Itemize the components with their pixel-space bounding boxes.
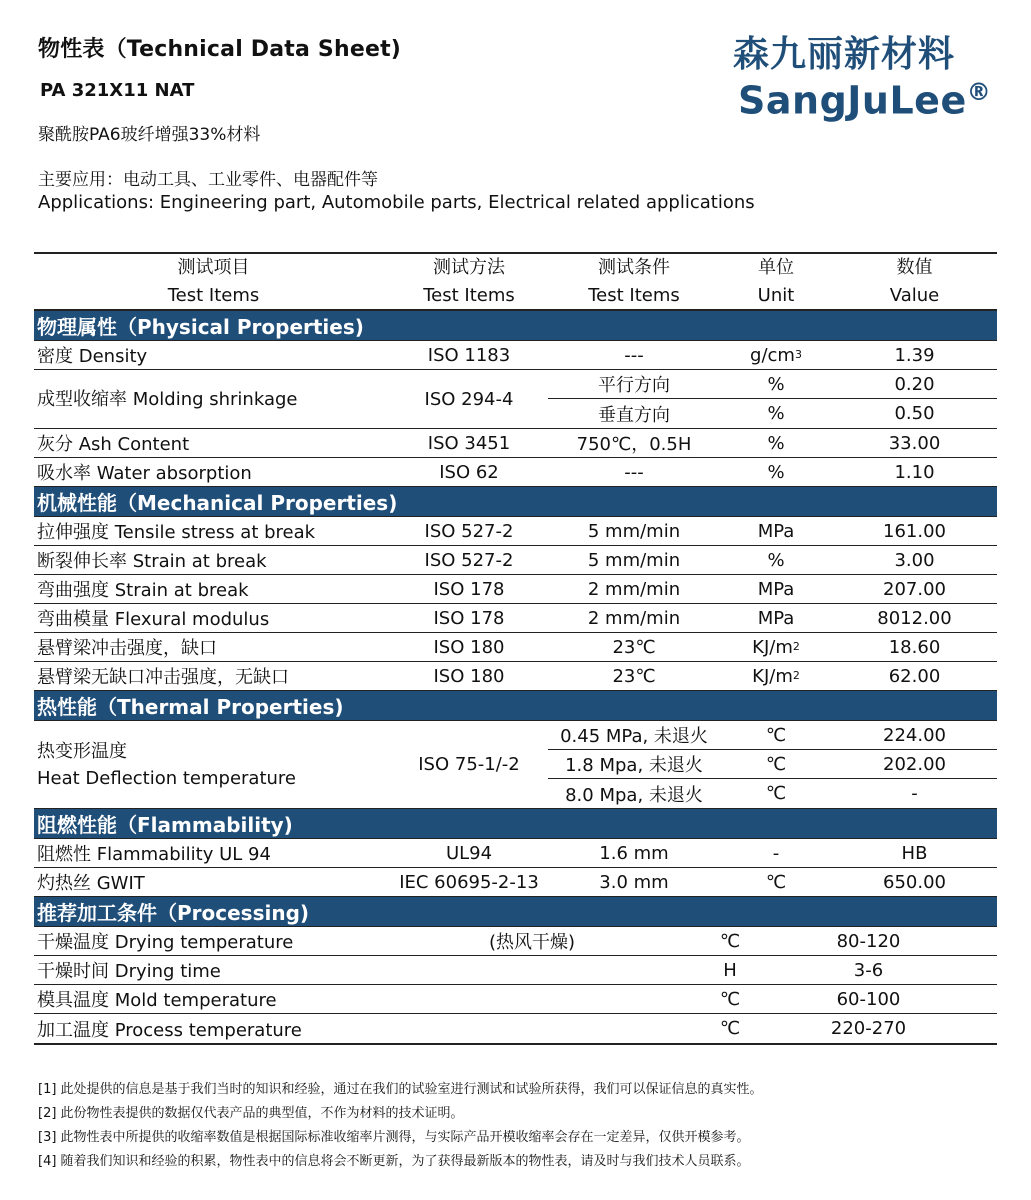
cell-value: 202.00 — [883, 753, 946, 775]
cell-unit: g/cm 3 — [750, 344, 802, 366]
cell-value: - — [911, 783, 918, 804]
table-row — [34, 604, 997, 633]
sub-row — [548, 721, 997, 750]
table-row — [34, 985, 997, 1014]
cell-value: 80-120 — [836, 930, 901, 952]
cell-unit: ℃ — [719, 988, 741, 1010]
cell-method: ISO 294-4 — [424, 388, 514, 410]
cell-condition: 750℃，0.5H — [576, 434, 692, 455]
section-flammability: 阻燃性能（Flammability) — [34, 809, 997, 839]
header-cn: 单位 — [758, 256, 794, 278]
company-logo-en — [738, 78, 991, 123]
cell-unit: % — [767, 432, 785, 454]
cell-item: 灼热丝 GWIT — [37, 873, 145, 894]
table-row-group — [34, 370, 997, 429]
cell-item — [34, 721, 390, 808]
table-row — [34, 429, 997, 458]
cell-method: ISO 1183 — [427, 344, 511, 366]
cell-condition: --- — [624, 461, 644, 483]
cell-condition: 23℃ — [612, 636, 656, 658]
product-description: 聚酰胺PA6玻纤增强33%材料 — [38, 125, 261, 145]
cell-unit: % — [767, 403, 785, 424]
header-col-unit — [720, 254, 832, 309]
header-col-condition — [548, 254, 720, 309]
company-logo-cn: 森九丽新材料 — [733, 34, 956, 75]
unit-base: g/cm — [750, 344, 795, 366]
cell-item: 干燥时间 Drying time — [37, 961, 221, 982]
cell-item: 拉伸强度 Tensile stress at break — [37, 522, 316, 543]
table-row — [34, 341, 997, 370]
header-cn: 数值 — [896, 256, 933, 278]
header-en: Test Items — [588, 284, 680, 306]
header-en: Unit — [757, 284, 795, 306]
applications-cn: 主要应用：电动工具、工业零件、电器配件等 — [38, 170, 378, 190]
footnote: [4] 随着我们知识和经验的积累，物性表中的信息将会不断更新，为了获得最新版本的物性表，请及时与我们技术人员联系。 — [38, 1154, 750, 1169]
cell-value: 1.39 — [894, 344, 935, 366]
cell-item: 密度 Density — [37, 346, 148, 367]
cell-method: ISO 3451 — [427, 432, 511, 454]
cell-condition: 2 mm/min — [587, 607, 681, 629]
sub-row — [548, 399, 997, 428]
unit-base: KJ/m — [752, 665, 793, 687]
footnote: [3] 此物性表中所提供的收缩率数值是根据国际标准收缩率片测得，与实际产品开模收缩率会存在一定差异，仅供开模参考。 — [38, 1130, 750, 1145]
cell-unit: MPa — [757, 578, 795, 600]
cell-method: ISO 178 — [433, 578, 505, 600]
cell-method: ISO 178 — [433, 607, 505, 629]
cell-unit: - — [772, 842, 780, 864]
cell-condition: 3.0 mm — [599, 871, 669, 893]
cell-method: UL94 — [445, 842, 493, 864]
cell-method: ISO 180 — [433, 636, 505, 658]
table-row — [34, 662, 997, 691]
cell-item: 干燥温度 Drying temperature — [37, 932, 294, 953]
cell-condition — [390, 985, 674, 1013]
cell-item: 灰分 Ash Content — [37, 434, 190, 455]
cell-value: 3.00 — [894, 549, 935, 571]
cell-unit: H — [723, 959, 737, 981]
cell-unit: % — [767, 461, 785, 483]
table-row — [34, 633, 997, 662]
cell-condition: 2 mm/min — [587, 578, 681, 600]
applications-en: Applications: Engineering part, Automobile parts, Electrical related applications — [38, 192, 755, 213]
sub-rows — [548, 721, 997, 808]
cell-unit: KJ/m 2 — [752, 636, 800, 658]
table-row — [34, 575, 997, 604]
cell-condition: 5 mm/min — [587, 549, 681, 571]
table-row — [34, 517, 997, 546]
cell-method: ISO 75-1/-2 — [418, 754, 520, 775]
section-physical: 物理属性（Physical Properties) — [34, 311, 997, 341]
cell-condition: --- — [624, 344, 644, 366]
footnote: [2] 此份物性表提供的数据仅代表产品的典型值，不作为材料的技术证明。 — [38, 1106, 464, 1121]
cell-condition: 平行方向 — [598, 375, 670, 396]
table-row — [34, 458, 997, 487]
cell-unit: ℃ — [765, 753, 787, 775]
cell-condition — [390, 956, 674, 984]
cell-method: ISO 527-2 — [424, 549, 514, 571]
table-row-group — [34, 721, 997, 809]
cell-condition: 23℃ — [612, 665, 656, 687]
properties-table — [34, 252, 997, 1045]
sub-row — [548, 750, 997, 779]
cell-condition: 1.8 Mpa, 未退火 — [565, 755, 703, 776]
cell-method: IEC 60695-2-13 — [399, 871, 539, 893]
table-row — [34, 868, 997, 897]
document-title: 物性表（Technical Data Sheet) — [38, 37, 402, 62]
item-en: Heat Deflection temperature — [37, 767, 297, 789]
table-row — [34, 1014, 997, 1043]
sub-row — [548, 370, 997, 399]
cell-item: 悬臂梁无缺口冲击强度，无缺口 — [37, 667, 289, 688]
cell-value: 220-270 — [830, 1018, 907, 1039]
cell-unit: ℃ — [765, 871, 787, 893]
header-col-items — [34, 254, 390, 309]
cell-item: 加工温度 Process temperature — [37, 1019, 302, 1041]
header-en: Test Items — [167, 284, 260, 306]
unit-base: KJ/m — [752, 636, 793, 658]
footnotes — [38, 1078, 763, 1174]
cell-unit: ℃ — [719, 1018, 741, 1039]
cell-value: 0.20 — [894, 373, 935, 395]
cell-condition: 1.6 mm — [599, 842, 669, 864]
cell-method: ISO 180 — [433, 665, 505, 687]
cell-item: 悬臂梁冲击强度，缺口 — [37, 638, 217, 659]
cell-value: 650.00 — [883, 871, 946, 893]
cell-item: 吸水率 Water absorption — [37, 463, 252, 484]
header-col-method — [390, 254, 548, 309]
cell-unit: KJ/m 2 — [752, 665, 800, 687]
cell-value: 8012.00 — [877, 607, 952, 629]
cell-item: 模具温度 Mold temperature — [37, 990, 277, 1011]
item-cn: 热变形温度 — [37, 740, 127, 762]
table-row — [34, 956, 997, 985]
header-cn: 测试条件 — [598, 256, 670, 278]
cell-condition: 5 mm/min — [587, 520, 681, 542]
cell-unit: ℃ — [719, 930, 741, 952]
cell-value: 161.00 — [883, 520, 946, 542]
section-mechanical: 机械性能（Mechanical Properties) — [34, 487, 997, 517]
sub-rows — [548, 370, 997, 428]
cell-condition: (热风干燥) — [488, 932, 576, 953]
cell-value: 62.00 — [888, 665, 941, 687]
header-col-value — [832, 254, 997, 309]
cell-value: 33.00 — [888, 432, 941, 454]
cell-value: HB — [901, 842, 928, 864]
table-row — [34, 927, 997, 956]
cell-item: 阻燃性 Flammability UL 94 — [37, 844, 271, 865]
cell-unit: MPa — [757, 607, 795, 629]
table-row — [34, 839, 997, 868]
cell-condition: 垂直方向 — [598, 404, 670, 426]
cell-item: 断裂伸长率 Strain at break — [37, 551, 267, 572]
cell-value: 60-100 — [836, 988, 901, 1010]
cell-unit: % — [767, 373, 785, 395]
cell-value: 1.10 — [894, 461, 935, 483]
cell-value: 207.00 — [883, 578, 946, 600]
sub-row — [548, 779, 997, 808]
cell-unit: ℃ — [765, 783, 787, 804]
cell-unit: % — [767, 549, 785, 571]
registered-mark: ® — [966, 78, 992, 106]
cell-item: 弯曲模量 Flexural modulus — [37, 609, 270, 630]
cell-item: 弯曲强度 Strain at break — [37, 580, 249, 601]
cell-unit: MPa — [757, 520, 795, 542]
cell-unit: ℃ — [765, 724, 787, 746]
cell-condition: 8.0 Mpa, 未退火 — [565, 784, 703, 806]
table-header — [34, 254, 997, 311]
cell-value: 224.00 — [883, 724, 946, 746]
section-thermal: 热性能（Thermal Properties) — [34, 691, 997, 721]
cell-method: ISO 62 — [439, 461, 499, 483]
section-processing: 推荐加工条件（Processing) — [34, 897, 997, 927]
product-grade: PA 321X11 NAT — [40, 80, 195, 101]
cell-condition: 0.45 MPa, 未退火 — [560, 726, 708, 747]
cell-value: 0.50 — [894, 403, 935, 424]
header-cn: 测试项目 — [177, 256, 250, 278]
table-row — [34, 546, 997, 575]
logo-en-text: SangJuLee — [738, 78, 967, 123]
cell-method: ISO 527-2 — [424, 520, 514, 542]
header-en: Test Items — [423, 284, 515, 306]
cell-value: 18.60 — [888, 636, 941, 658]
header-cn: 测试方法 — [433, 256, 505, 278]
cell-condition — [390, 1014, 674, 1043]
cell-value: 3-6 — [853, 959, 884, 981]
header-en: Value — [889, 284, 940, 306]
cell-item: 成型收缩率 Molding shrinkage — [37, 388, 298, 410]
document-header — [0, 0, 1031, 240]
footnote: [1] 此处提供的信息是基于我们当时的知识和经验，通过在我们的试验室进行测试和试验所获得，我们可以保证信息的真实性。 — [38, 1082, 763, 1097]
